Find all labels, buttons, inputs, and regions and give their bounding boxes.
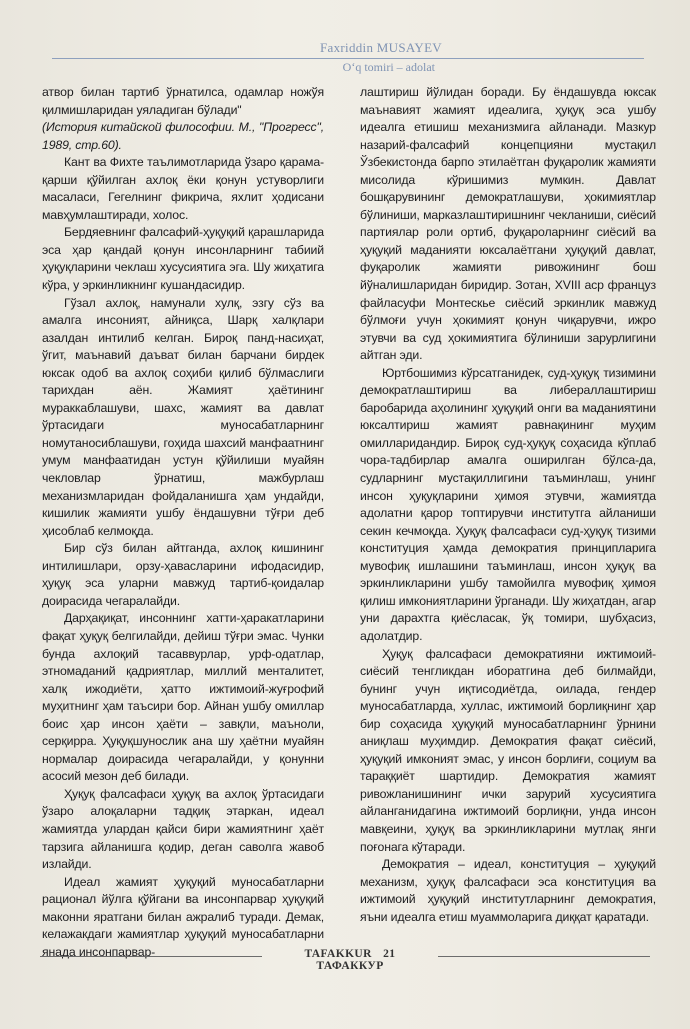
- page-footer: [0, 948, 690, 972]
- paragraph: Дарҳақиқат, инсоннинг хатти-ҳаракатларини фақат ҳуқуқ белгилайди, дейиш тўғри эмас. Чунки бунда ахлоқий тасаввурлар, урф-одатлар, этномаданий қадриятлар, миллий менталитет, халқ ижодиёти, ҳатто ижтимоий-жуғрофий муҳитнинг ҳам таъсири бор. Айнан ушбу омиллар боис ҳар инсон ҳаёти – завқли, маъноли, серқирра. Ҳуқуқшунослик ана шу ҳаётни муайян нормалар доирасида чегаралайди, у қонунни асосий мезон деб билади.: [42, 611, 324, 784]
- paragraph: лаштириш йўлидан боради. Бу ёндашувда юксак маънавият жамият идеалига, ҳуқуқ эса ушбу идеалга етишиш механизмига айланади. Мазкур назарий-фалсафий концепцияни мустақил Ўзбекистонда барпо этилаётган фуқаролик жамияти мисолида кўришимиз мумкин. Давлат бошқарувининг демократлашуви, ҳокимиятлар бўлиниши, марказлаштиришнинг чекланиши, сиёсий партиялар роли ортиб, фуқароларнинг сиёсий ва ҳуқуқий маданияти юксалаётгани ҳуқуқий давлат, фуқаролик жамияти ривожининг бош йўналишларидан биридир. Зотан, XVIII аср француз файласуфи Монтескье сиёсий эркинлик мавжуд бўлмоғи учун ҳокимият қонун чиқарувчи, ижро этувчи ва суд ҳокимиятига бўлиниши зарурлигини айтган эди.: [360, 85, 656, 363]
- header-rule: [52, 58, 644, 59]
- paragraph: Бердяевнинг фалсафий-ҳуқуқий қарашларида эса ҳар қандай қонун инсонларнинг табиий ҳуқуқларини чеклаш хусусиятига эга. Шу жиҳатига кўра, у эркинликнинг кушандасидир.: [42, 225, 324, 293]
- footer-text: [262, 948, 438, 972]
- footer-rule-left: [40, 956, 262, 957]
- paragraph: Ҳуқуқ фалсафаси ҳуқуқ ва ахлоқ ўртасидаги ўзаро алоқаларни тадқиқ этаркан, идеал жамиятда улардан қайси бири жамиятнинг ҳаёт тарзига айланишга қодир, деган саволга жавоб излайди.: [42, 786, 324, 872]
- footer-latin-title: TAFAKKUR: [304, 948, 372, 960]
- right-column: [360, 84, 656, 926]
- header-author: Faxriddin MUSAYEV: [320, 40, 442, 55]
- paragraph: Бир сўз билан айтганда, ахлоқ кишининг интилишлари, орзу-ҳавасларини ифодасидир, ҳуқуқ эса уларни мавжуд тартиб-қоидалар доирасида чегаралайди.: [42, 541, 324, 608]
- left-column: [42, 84, 324, 961]
- footer-cyrillic-title: ТАФАККУР: [316, 960, 384, 972]
- paragraph: атвор билан тартиб ўрнатилса, одамлар ножўя қилмишларидан уяладиган бўлади": [42, 85, 324, 117]
- paragraph: Ҳуқуқ фалсафаси демократияни ижтимоий-сиёсий тенгликдан иборатгина деб билмайди, бунинг учун иқтисодиётда, оилада, гендер муносабатларда, хуллас, ижтимоий борлиқнинг ҳар бир соҳасида ҳуқуқий муносабатларнинг ўрнини аниқлаш муҳимдир. Демократия фақат сиёсий, ҳуқуқий имконият эмас, у инсон борлиғи, социум ва тараққиёт шартидир. Демократия жамият ривожланишининг ички зарурий хусусиятига айланганидагина ижтимоий борлиқни, унда инсон мавқеини, ҳуқуқ ва эркинликларини мутлақ янги поғонага кўтаради.: [360, 646, 656, 854]
- citation: (История китайской философии. М., "Прогресс", 1989, стр.60).: [42, 120, 324, 152]
- running-header: [0, 36, 690, 76]
- footer-rule-right: [438, 956, 650, 957]
- paragraph: Юртбошимиз кўрсатганидек, суд-ҳуқуқ тизимини демократлаштириш ва либераллаштириш баробарида аҳолининг ҳуқуқий онги ва маданиятини юксалтириш жамият равнақининг муҳим омилларидандир. Бироқ суд-ҳуқуқ соҳасида кўплаб чора-тадбирлар амалга оширилган бўлса-да, судларнинг мустақиллигини таъминлаш, унинг инсон ҳуқуқларини ҳимоя этувчи, жамиятда адолатни қарор топтирувчи институтга айланиши секин кечмоқда. Ҳуқуқ фалсафаси суд-ҳуқуқ тизими конституция ҳамда демократия принципларига мувофиқ ишлашини таъминлаш, инсон ҳуқуқ ва эркинликларини ушбу тамойилга мувофиқ ҳимоя қилиш имкониятларини ўрганади. Шу жиҳатдан, агар уни дарахтга қиёсласак, ўқ томири, шубҳасиз, адолатдир.: [360, 365, 656, 643]
- paragraph: Кант ва Фихте таълимотларида ўзаро қарама-қарши қўйилган ахлоқ ёки қонун устуворлиги масаласи, Гегелнинг фикрича, яхлит ҳодисани мавҳумлаштиради, холос.: [42, 155, 324, 222]
- paragraph: Идеал жамият ҳуқуқий муносабатларни рационал йўлга қўйгани ва инсонпарвар ҳуқуқий маконни яратгани билан ажралиб туради. Демак, келажакдаги жамиятлар ҳуқуқий муносабатларни янада инсонпарвар-: [42, 874, 324, 959]
- header-subtitle: O‘q tomiri – adolat: [342, 60, 435, 74]
- paragraph: Гўзал ахлоқ, намунали хулқ, эзгу сўз ва амалга инсоният, айниқса, Шарқ халқлари азалдан интилиб келган. Бироқ панд-насиҳат, ўгит, маънавий даъват билан барчани бирдек юксак одоб ва ахлоқ соҳиби қилиб бўлмаслиги тарихдан аён. Жамият ҳаётининг мураккаблашуви, шахс, жамият ва давлат ўртасидаги муносабатларнинг номутаносиблашуви, гоҳида шахсий манфаатнинг умум манфаатидан устун қўйилиши муайян чекловлар ўрнатиш, мажбурлаш механизмларидан фойдаланишга ҳам ундайди, кишилик жамияти ушбу ёндашувни тўғри деб ҳисоблаб келмоқда.: [42, 295, 324, 538]
- paragraph: Демократия – идеал, конституция – ҳуқуқий механизм, ҳуқуқ фалсафаси эса конституция ва ижтимоий ҳуқуқий институтларнинг демократия, яъни идеалга етиш муаммоларига диққат қаратади.: [360, 857, 656, 924]
- page-number: 21: [383, 948, 396, 960]
